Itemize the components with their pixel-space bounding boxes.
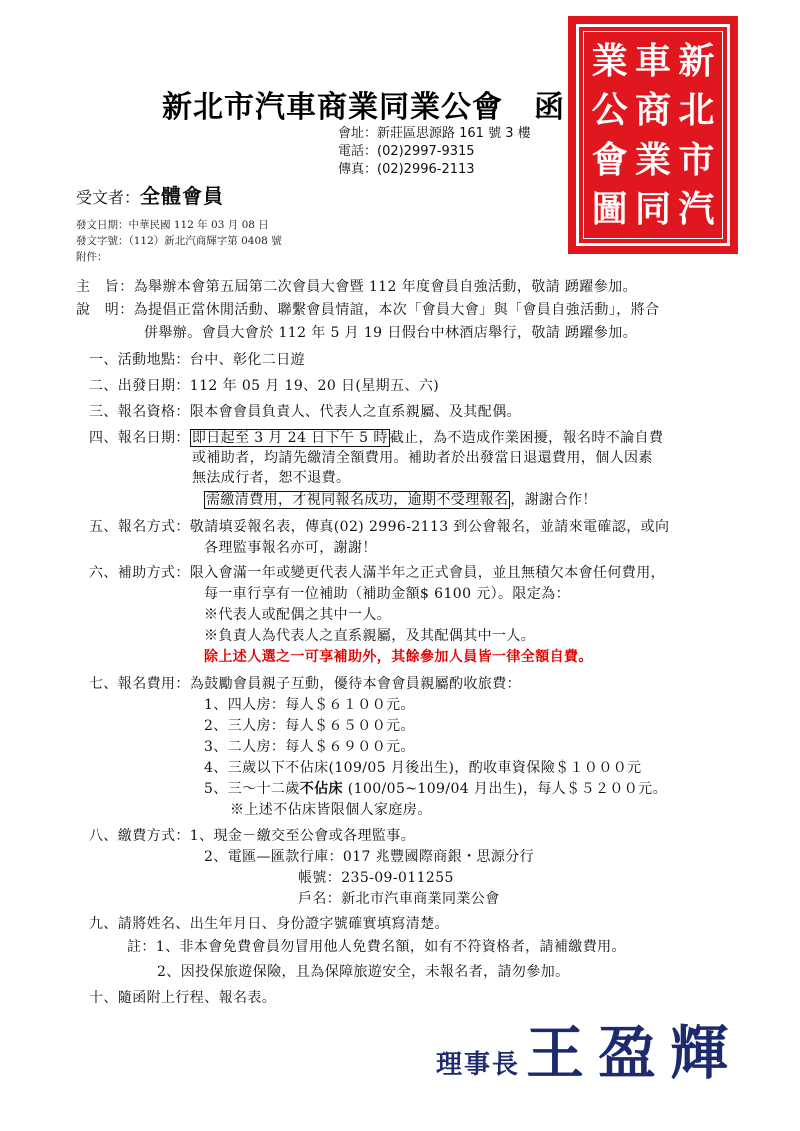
seal-character: 業 <box>591 39 628 82</box>
item-fees: 七、報名費用：為鼓勵會員親子互動，優待本會會員親屬酌收旅費： <box>89 676 521 692</box>
recipient-value: 全體會員 <box>140 184 225 208</box>
seal-character: 汽 <box>678 188 715 231</box>
subject-line: 主 旨：為舉辦本會第五屆第二次會員大會暨 112 年度會員自強活動，敬請 踴躍參加。 <box>76 279 637 295</box>
item4-label: 四、報名日期： <box>89 430 190 446</box>
note-2: 2、因投保旅遊保險，且為保障旅遊安全，未報名者，請勿參加。 <box>157 964 570 980</box>
fee-two-person: 3、二人房：每人＄６９００元。 <box>204 739 415 755</box>
fee5-suffix: (100/05~109/04 月出生)，每人＄５２００元。 <box>342 781 667 797</box>
payment-account: 帳號：235-09-011255 <box>298 870 454 886</box>
seal-character-grid <box>583 31 723 239</box>
item4-line-3: 無法成行者，恕不退費。 <box>192 470 351 486</box>
signature-role: 理事長 <box>436 1050 521 1080</box>
note-1: 註：1、非本會免費會員勿冒用他人免費名額，如有不符資格者，請補繳費用。 <box>127 939 626 955</box>
explanation-line-2: 併舉辦。會員大會於 112 年 5 月 19 日假台中林酒店舉行，敬請 踴躍參加。 <box>144 325 637 341</box>
thanks-text: ，謝謝合作！ <box>510 492 597 508</box>
seal-character: 同 <box>635 188 672 231</box>
fee-three-person: 2、三人房：每人＄６５００元。 <box>204 718 415 734</box>
document-title: 新北市汽車商業同業公會 函 <box>162 90 565 125</box>
recipient-label: 受文者： <box>76 188 141 207</box>
seal-border <box>576 24 730 246</box>
fee5-bold: 不佔床 <box>299 781 343 797</box>
item4-line-4 <box>204 489 597 509</box>
item-registration-method: 五、報名方式：敬請填妥報名表，傳真(02) 2996-2113 到公會報名，並請來電確認，或向 <box>89 519 670 535</box>
fee5-prefix: 5、三～十二歲 <box>204 781 300 797</box>
chairman-signature <box>436 1006 742 1090</box>
issue-number: 發文字號：（112）新北汽商輝字第 0408 號 <box>76 235 282 247</box>
seal-character: 車 <box>635 39 672 82</box>
item4-line-2: 或補助者，均請先繳清全額費用。補助者於出發當日退還費用，個人因素 <box>192 450 653 466</box>
payment-account-name: 戶名：新北市汽車商業同業公會 <box>298 891 500 907</box>
official-seal-stamp <box>568 16 738 254</box>
item-departure-date: 二、出發日期：112 年 05 月 19、20 日(星期五、六) <box>89 378 440 394</box>
item5-line-2: 各理監事報名亦可，謝謝！ <box>204 540 377 556</box>
fee-note: ※上述不佔床皆限個人家庭房。 <box>230 802 432 818</box>
seal-character: 會 <box>591 138 628 181</box>
address-line: 會址：新莊區思源路 161 號 3 樓 <box>338 126 531 141</box>
item6-warning: 除上述人選之一可享補助外，其餘參加人員皆一律全額自費。 <box>204 649 593 665</box>
fax-line: 傳真：(02)2996-2113 <box>338 162 475 177</box>
item-attachments: 十、隨函附上行程、報名表。 <box>89 990 277 1006</box>
deadline-box: 即日起至 3 月 24 日下午 5 時 <box>191 430 388 446</box>
item-subsidy: 六、補助方式：限入會滿一年或變更代表人滿半年之正式會員，並且無積欠本會任何費用， <box>89 565 665 581</box>
item-location: 一、活動地點：台中、彰化二日遊 <box>89 352 305 368</box>
item-eligibility: 三、報名資格：限本會會員負責人、代表人之直系親屬、及其配偶。 <box>89 404 521 420</box>
item4-text: 截止，為不造成作業困擾，報名時不論自費 <box>389 430 664 446</box>
seal-character: 商 <box>635 89 672 132</box>
seal-character: 新 <box>678 39 715 82</box>
payment-wire: 2、電匯—匯款行庫：017 兆豐國際商銀・思源分行 <box>204 849 535 865</box>
fee-four-person: 1、四人房：每人＄６１００元。 <box>204 697 415 713</box>
item6-line-2: 每一車行享有一位補助（補助金額$ 6100 元）。限定為： <box>204 586 571 602</box>
item6-line-3: ※代表人或配偶之其中一人。 <box>204 607 392 623</box>
issue-date: 發文日期：中華民國 112 年 03 月 08 日 <box>76 219 269 231</box>
attachment-label: 附件： <box>76 251 108 263</box>
phone-line: 電話：(02)2997-9315 <box>338 144 475 159</box>
signature-name: 王盈輝 <box>526 1019 743 1087</box>
seal-character: 圖 <box>591 188 628 231</box>
payment-notice-box: 需繳清費用，才視同報名成功，逾期不受理報名 <box>206 492 509 508</box>
item-fill-info: 九、請將姓名、出生年月日、身份證字號確實填寫清楚。 <box>89 916 449 932</box>
seal-character: 業 <box>635 138 672 181</box>
recipient <box>76 180 224 209</box>
fee-three-to-twelve <box>204 778 667 798</box>
seal-character: 市 <box>678 138 715 181</box>
seal-character: 公 <box>591 89 628 132</box>
item-registration-date <box>89 427 663 447</box>
seal-character: 北 <box>678 89 715 132</box>
explanation-line-1: 說 明：為提倡正當休閒活動、聯繫會員情誼，本次「會員大會」與「會員自強活動」，將合 <box>76 302 660 318</box>
fee-under-three: 4、三歲以下不佔床(109/05 月後出生)，酌收車資保險＄１０００元 <box>204 760 642 776</box>
item6-line-4: ※負責人為代表人之直系親屬，及其配偶其中一人。 <box>204 628 536 644</box>
item-payment: 八、繳費方式：1、現金－繳交至公會或各理監事。 <box>89 828 416 844</box>
